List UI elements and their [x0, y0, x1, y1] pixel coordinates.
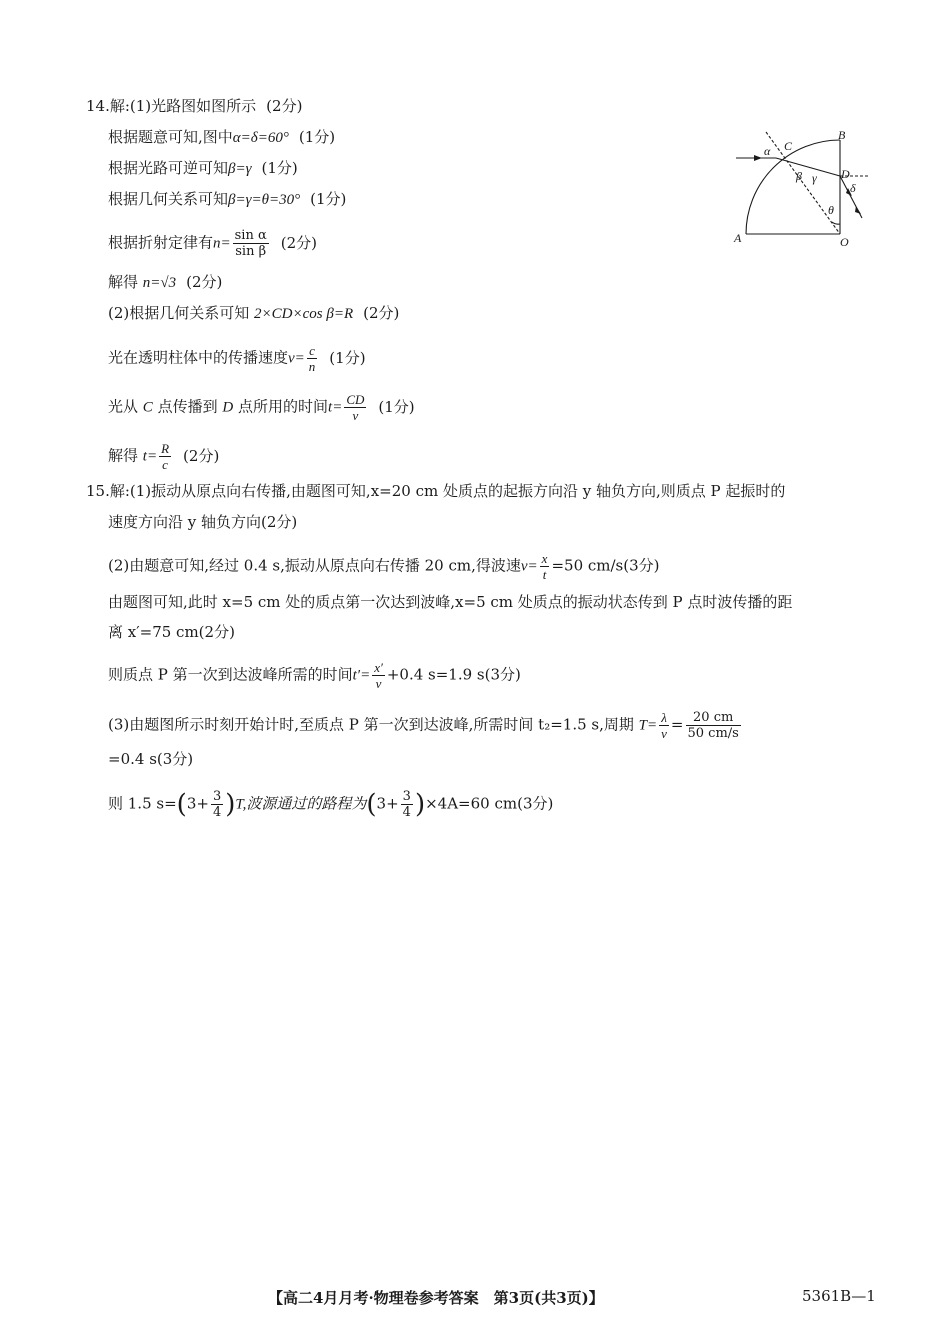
refracted-ray: [776, 158, 840, 176]
label-delta: δ: [850, 181, 856, 195]
q15-line-2: 速度方向沿 y 轴负方向(2分): [108, 513, 298, 531]
label-A: A: [734, 231, 742, 245]
q14-line-9: 光从 C 点传播到 D 点所用的时间t= $\frac{CD}{v}$ (1分): [108, 392, 415, 423]
q15-line-4: 由题图可知,此时 x=5 cm 处的质点第一次达到波峰,x=5 cm 处质点的振动状态传到 P 点时波传播的距: [108, 593, 793, 611]
label-alpha: α: [764, 144, 771, 158]
label-O: O: [840, 235, 849, 249]
q14-heading: 14.解:(1)光路图如图所示 (2分): [86, 97, 303, 115]
quarter-arc: [746, 140, 840, 234]
q15-line-3: (2)由题意可知,经过 0.4 s,振动从原点向右传播 20 cm,得波速v= $\frac{x}{t}$ =50 cm/s(3分): [108, 551, 660, 582]
optics-diagram: [728, 122, 873, 252]
q15-line-5: 离 x′=75 cm(2分): [108, 623, 235, 641]
q14-line-4: 根据几何关系可知β=γ=θ=30° (1分): [108, 190, 347, 208]
document-code: 5361B—1: [802, 1287, 876, 1305]
q15-line-7: (3)由题图所示时刻开始计时,至质点 P 第一次到达波峰,所需时间 t₂=1.5 s,周期 T= $\frac{\lambda}{v}$ = $\frac{20 cm}{50 cm/s}$: [108, 710, 739, 741]
arrow-icon: [855, 206, 861, 214]
q15-line-9: 则 1.5 s=(3+ $\frac{3}{4}$ )T,波源通过的路程为(3+ $\frac{3}{4}$ )×4A=60 cm(3分): [108, 789, 554, 820]
label-D: D: [841, 167, 850, 181]
q14-line-3: 根据光路可逆可知β=γ (1分): [108, 159, 298, 177]
theta-arc: [832, 222, 840, 224]
q14-line-2: 根据题意可知,图中α=δ=60° (1分): [108, 128, 336, 146]
label-theta: θ: [828, 203, 834, 217]
page-footer: 【高二4月月考·物理卷参考答案 第3页(共3页)】: [268, 1289, 604, 1307]
label-B: B: [838, 128, 846, 142]
label-C: C: [784, 139, 793, 153]
q14-line-7: (2)根据几何关系可知 2×CD×cos β=R (2分): [108, 304, 400, 322]
q14-line-8: 光在透明柱体中的传播速度v= $\frac{c}{n}$ (1分): [108, 343, 366, 374]
q15-line-6: 则质点 P 第一次到达波峰所需的时间t′= $\frac{x'}{v}$ +0.4 s=1.9 s(3分): [108, 660, 521, 691]
arrow-icon: [754, 155, 762, 161]
q14-line-10: 解得 t= $\frac{R}{c}$ (2分): [108, 441, 220, 472]
label-beta: β: [796, 169, 802, 183]
q14-line-5: 根据折射定律有n= $\frac{\text{sin α}}{\text{sin β}}$ (2分): [108, 228, 318, 259]
q14-line-6: 解得 n=√3 (2分): [108, 273, 223, 291]
q15-line-8: =0.4 s(3分): [108, 750, 194, 768]
q15-heading: 15.解:(1)振动从原点向右传播,由题图可知,x=20 cm 处质点的起振方向沿 y 轴负方向,则质点 P 起振时的: [86, 482, 786, 500]
label-gamma: γ: [812, 171, 817, 185]
